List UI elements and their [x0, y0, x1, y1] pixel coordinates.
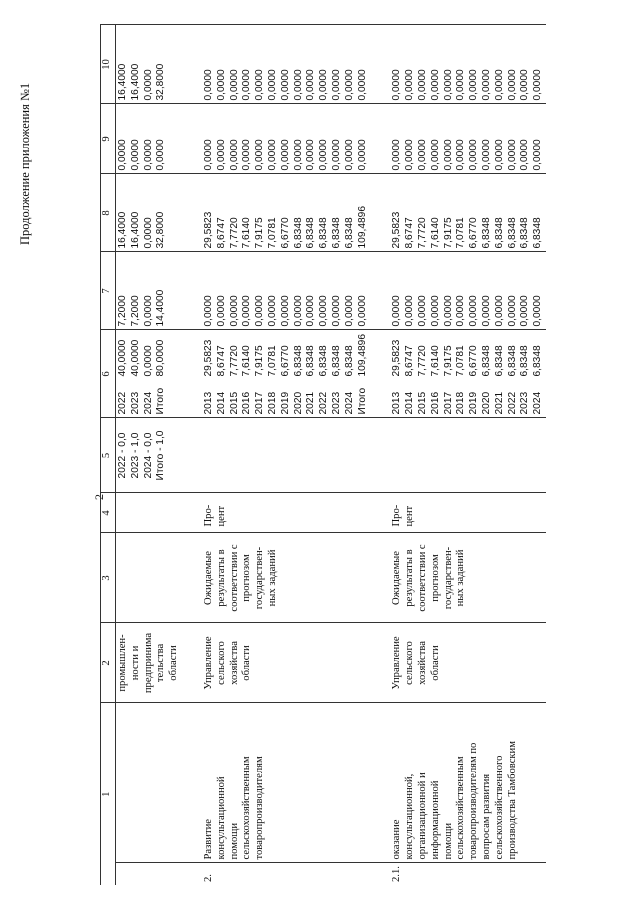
text-line: 0,0000: [442, 295, 454, 327]
value-list: [203, 334, 369, 377]
text-line: 6,8348: [480, 345, 492, 377]
text-line: 2017: [442, 391, 454, 415]
cell-extra: [390, 25, 546, 104]
text-line: 0,0000: [519, 69, 531, 101]
cell-unit: [390, 493, 546, 533]
text-line: 0,0000: [416, 139, 428, 171]
text-line: предпринима: [142, 632, 154, 694]
text-line: товаропроизводителям: [254, 756, 266, 860]
text-line: 0,0000: [318, 139, 330, 171]
text-line: 6,6770: [279, 217, 291, 249]
text-line: 0,0000: [442, 69, 454, 101]
text-line: Итого - 1,0: [155, 430, 167, 481]
text-line: Управление: [202, 636, 214, 690]
text-line: тельства: [155, 643, 167, 683]
text-line: 0,0000: [356, 69, 368, 101]
text-line: 6,8348: [506, 217, 518, 249]
text-line: 0,0000: [129, 139, 141, 171]
text-line: сельскохозяйственного: [493, 755, 505, 860]
text-line: соответствии с: [228, 544, 240, 612]
text-line: 2016: [429, 391, 441, 415]
text-line: 2021: [493, 391, 505, 415]
text-line: сельского: [404, 641, 416, 685]
cell-responsible: [202, 623, 370, 703]
text-line: 7,6140: [429, 217, 441, 249]
cell-local: [202, 104, 370, 174]
header-col-7: 7: [101, 252, 116, 330]
text-line: 16,4000: [129, 63, 141, 101]
text-line: 0,0000: [468, 69, 480, 101]
text-line: 0,0000: [254, 69, 266, 101]
text-line: 0,0000: [279, 295, 291, 327]
text-line: 0,0000: [292, 69, 304, 101]
text-line: 2023: [330, 391, 342, 415]
text-line: 7,9175: [442, 345, 454, 377]
text-line: Ожидаемые: [202, 551, 214, 605]
text-line: 0,0000: [493, 295, 505, 327]
text-line: 6,8348: [292, 345, 304, 377]
text-line: 0,0000: [202, 139, 214, 171]
text-line: 0,0000: [519, 295, 531, 327]
text-line: 7,9175: [442, 217, 454, 249]
text-line: 6,6770: [468, 217, 480, 249]
header-col-3: 3: [101, 533, 116, 623]
cell-regional: [116, 174, 182, 252]
text-line: 0,0000: [254, 295, 266, 327]
page-number: 2: [92, 494, 106, 500]
cell-financing-total: [116, 330, 182, 418]
text-line: 40,0000: [117, 339, 128, 377]
text-line: 6,8348: [480, 217, 492, 249]
text-line: области: [241, 645, 253, 681]
header-col-5: 5: [101, 418, 116, 493]
text-line: 0,0000: [318, 295, 330, 327]
text-line: 0,0000: [493, 69, 505, 101]
text-line: 6,8348: [519, 345, 531, 377]
header-row: [101, 25, 116, 885]
text-line: 2015: [416, 391, 428, 415]
text-line: 0,0000: [429, 69, 441, 101]
table-row-continuation: [116, 25, 182, 885]
text-line: прогнозом: [241, 554, 253, 602]
text-line: 2013: [391, 391, 403, 415]
header-col-2: 2: [101, 623, 116, 703]
text-line: 29,5823: [391, 339, 403, 377]
text-line: 80,0000: [155, 339, 167, 377]
text-line: 2023 - 1,0: [129, 432, 141, 479]
text-line: 7,0781: [266, 345, 278, 377]
text-line: 0,0000: [241, 69, 253, 101]
text-line: 0,0000: [519, 139, 531, 171]
text-line: 2019: [279, 391, 291, 415]
table-row-2-1: [390, 25, 546, 885]
header-col-6: 6: [101, 330, 116, 418]
text-line: хозяйства: [416, 641, 428, 685]
text-line: 6,8348: [305, 345, 317, 377]
text-line: помощи: [228, 822, 240, 860]
text-line: Развитие: [202, 819, 214, 860]
text-line: 6,8348: [318, 345, 330, 377]
text-line: консультационной,: [404, 773, 416, 860]
text-line: 2024: [532, 391, 544, 415]
text-line: 0,0000: [416, 69, 428, 101]
text-line: 6,8348: [330, 345, 342, 377]
text-line: 0,0000: [468, 139, 480, 171]
text-line: 0,0000: [404, 295, 416, 327]
text-line: 0,0000: [215, 295, 227, 327]
header-col-4: 4: [101, 493, 116, 533]
text-line: 0,0000: [142, 139, 154, 171]
text-line: 2014: [404, 391, 416, 415]
text-line: 109,4896: [356, 205, 368, 249]
text-line: цент: [215, 505, 227, 527]
text-line: ных заданий: [266, 549, 278, 607]
text-line: 0,0000: [480, 295, 492, 327]
continuation-title: Продолжение приложения №1: [18, 82, 32, 245]
text-line: 2013: [202, 391, 214, 415]
header-col-10: 10: [101, 25, 116, 104]
cell-regional: [390, 174, 546, 252]
text-line: 7,6140: [241, 345, 253, 377]
text-line: 6,8348: [506, 345, 518, 377]
text-line: 32,8000: [155, 211, 167, 249]
text-line: 2018: [455, 391, 467, 415]
text-line: 2020: [480, 391, 492, 415]
table-row-2: [202, 25, 370, 885]
text-line: 16,4000: [129, 211, 141, 249]
text-line: 0,0000: [442, 139, 454, 171]
text-line: цент: [404, 505, 416, 527]
text-line: товаропроизводителям по: [468, 742, 480, 860]
year-list: [117, 380, 168, 414]
text-line: оказание: [391, 819, 403, 860]
text-line: 109,4896: [356, 333, 368, 377]
text-line: 0,0000: [343, 139, 355, 171]
text-line: 29,5823: [202, 211, 214, 249]
text-line: Ожидаемые: [391, 551, 403, 605]
text-line: 2016: [241, 391, 253, 415]
text-line: 2024: [142, 391, 154, 415]
cell-measure: [390, 703, 546, 863]
cell-indicator-values: [116, 418, 182, 493]
text-line: 6,8348: [493, 217, 505, 249]
text-line: 6,8348: [493, 345, 505, 377]
text-line: 0,0000: [429, 295, 441, 327]
text-line: 2022: [117, 391, 128, 415]
text-line: 2015: [228, 391, 240, 415]
text-line: 6,8348: [519, 217, 531, 249]
text-line: 7,7720: [228, 345, 240, 377]
text-line: производства Тамбовским: [506, 741, 518, 860]
text-line: соответствии с: [416, 544, 428, 612]
row-number: 2.1.: [391, 866, 403, 882]
text-line: 8,6747: [215, 345, 227, 377]
text-line: 0,0000: [506, 295, 518, 327]
text-line: 0,0000: [356, 139, 368, 171]
year-list: [391, 380, 545, 414]
text-line: Итого: [155, 387, 167, 415]
text-line: 0,0000: [266, 139, 278, 171]
text-line: 7,7720: [416, 345, 428, 377]
text-line: 0,0000: [279, 69, 291, 101]
text-line: 6,8348: [330, 217, 342, 249]
text-line: 6,6770: [279, 345, 291, 377]
text-line: 0,0000: [404, 69, 416, 101]
text-line: 6,8348: [532, 345, 544, 377]
text-line: 0,0000: [506, 69, 518, 101]
text-line: организационной и: [416, 772, 428, 860]
cell-federal: [116, 252, 182, 330]
cell-unit: [202, 493, 370, 533]
cell-expected-result: [390, 533, 546, 623]
year-list: [203, 380, 369, 414]
text-line: 32,8000: [155, 63, 167, 101]
text-line: 2023: [129, 391, 141, 415]
text-line: 0,0000: [455, 139, 467, 171]
text-line: 0,0000: [391, 69, 403, 101]
text-line: 0,0000: [266, 295, 278, 327]
text-line: 0,0000: [292, 295, 304, 327]
text-line: сельскохозяйственным: [241, 756, 253, 860]
text-line: 0,0000: [142, 69, 154, 101]
text-line: 0,0000: [292, 139, 304, 171]
text-line: 0,0000: [254, 139, 266, 171]
text-line: ных заданий: [455, 549, 467, 607]
text-line: 2014: [215, 391, 227, 415]
header-col-1: 1: [101, 703, 116, 885]
text-line: сельскохозяйственным: [455, 756, 467, 860]
cell-federal: [202, 252, 370, 330]
text-line: 0,0000: [215, 69, 227, 101]
text-line: 7,0781: [266, 217, 278, 249]
cell-measure: [202, 703, 370, 863]
cell-regional: [202, 174, 370, 252]
cell-responsible: [116, 623, 182, 703]
text-line: 2021: [305, 391, 317, 415]
text-line: сельского: [215, 641, 227, 685]
cell-local: [116, 104, 182, 174]
text-line: консультационной: [215, 776, 227, 860]
text-line: 0,0000: [532, 295, 544, 327]
text-line: вопросам развития: [480, 773, 492, 860]
text-line: 0,0000: [429, 139, 441, 171]
header-col-8: 8: [101, 174, 116, 252]
text-line: 0,0000: [506, 139, 518, 171]
text-line: 6,8348: [532, 217, 544, 249]
text-line: 6,8348: [305, 217, 317, 249]
text-line: 0,0000: [356, 295, 368, 327]
text-line: 0,0000: [391, 295, 403, 327]
row-number: 2.: [202, 874, 214, 882]
text-line: 0,0000: [318, 69, 330, 101]
text-line: 0,0000: [391, 139, 403, 171]
text-line: хозяйства: [228, 641, 240, 685]
text-line: Итого: [356, 387, 368, 415]
text-line: 14,4000: [155, 289, 167, 327]
text-line: 0,0000: [142, 295, 154, 327]
text-line: 0,0000: [343, 69, 355, 101]
text-line: 16,4000: [117, 211, 128, 249]
text-line: 40,0000: [129, 339, 141, 377]
text-line: 0,0000: [532, 139, 544, 171]
text-line: области: [429, 645, 441, 681]
text-line: 8,6747: [404, 217, 416, 249]
text-line: 6,8348: [318, 217, 330, 249]
text-line: ности и: [129, 645, 141, 681]
cell-responsible: [390, 623, 546, 703]
text-line: 2022: [506, 391, 518, 415]
text-line: 0,0000: [202, 69, 214, 101]
text-line: 0,0000: [404, 139, 416, 171]
text-line: 0,0000: [480, 139, 492, 171]
text-line: 6,8348: [343, 345, 355, 377]
text-line: 0,0000: [305, 295, 317, 327]
text-line: области: [168, 645, 180, 681]
text-line: Про-: [202, 504, 214, 527]
text-line: 6,8348: [343, 217, 355, 249]
text-line: 0,0000: [117, 139, 128, 171]
text-line: 0,0000: [228, 69, 240, 101]
text-line: 0,0000: [330, 139, 342, 171]
text-line: 7,6140: [429, 345, 441, 377]
text-line: 0,0000: [305, 69, 317, 101]
header-col-9: 9: [101, 104, 116, 174]
text-line: 0,0000: [330, 69, 342, 101]
program-table: [100, 24, 546, 885]
text-line: результаты в: [404, 549, 416, 607]
text-line: 2017: [254, 391, 266, 415]
text-line: 0,0000: [266, 69, 278, 101]
cell-extra: [202, 25, 370, 104]
text-line: 0,0000: [493, 139, 505, 171]
text-line: 7,7720: [416, 217, 428, 249]
text-line: 7,0781: [455, 345, 467, 377]
text-line: 0,0000: [202, 295, 214, 327]
text-line: 7,7720: [228, 217, 240, 249]
text-line: 0,0000: [343, 295, 355, 327]
text-line: 0,0000: [455, 295, 467, 327]
text-line: 0,0000: [142, 345, 154, 377]
cell-expected-result: [202, 533, 370, 623]
text-line: 0,0000: [228, 295, 240, 327]
text-line: 0,0000: [468, 295, 480, 327]
text-line: 2020: [292, 391, 304, 415]
text-line: помощи: [442, 822, 454, 860]
text-line: 2022 - 0,0: [117, 432, 128, 479]
text-line: 2023: [519, 391, 531, 415]
text-line: Управление: [391, 636, 403, 690]
text-line: 0,0000: [155, 139, 167, 171]
text-line: 7,0781: [455, 217, 467, 249]
text-line: 7,9175: [254, 345, 266, 377]
text-line: 0,0000: [241, 295, 253, 327]
cell-financing-total: [202, 330, 370, 418]
text-line: 7,9175: [254, 217, 266, 249]
text-line: 29,5823: [391, 211, 403, 249]
value-list: [391, 340, 545, 377]
text-line: 0,0000: [241, 139, 253, 171]
text-line: 0,0000: [215, 139, 227, 171]
text-line: 6,6770: [468, 345, 480, 377]
text-line: 8,6747: [404, 345, 416, 377]
text-line: государствен-: [254, 546, 266, 610]
text-line: 0,0000: [228, 139, 240, 171]
text-line: 0,0000: [532, 69, 544, 101]
text-line: государствен-: [442, 546, 454, 610]
text-line: 16,4000: [117, 63, 128, 101]
text-line: 2024 - 0,0: [142, 432, 154, 479]
text-line: 8,6747: [215, 217, 227, 249]
text-line: 29,5823: [202, 339, 214, 377]
cell-financing-total: [390, 330, 546, 418]
text-line: результаты в: [215, 549, 227, 607]
text-line: 0,0000: [279, 139, 291, 171]
cell-extra: [116, 25, 182, 104]
text-line: 2022: [318, 391, 330, 415]
text-line: 7,2000: [129, 295, 141, 327]
cell-federal: [390, 252, 546, 330]
text-line: 0,0000: [455, 69, 467, 101]
text-line: 0,0000: [142, 217, 154, 249]
text-line: 7,2000: [117, 295, 128, 327]
text-line: 2019: [468, 391, 480, 415]
text-line: 2018: [266, 391, 278, 415]
text-line: 0,0000: [330, 295, 342, 327]
text-line: 6,8348: [292, 217, 304, 249]
text-line: 2024: [343, 391, 355, 415]
text-line: Про-: [391, 504, 403, 527]
text-line: прогнозом: [429, 554, 441, 602]
text-line: 0,0000: [416, 295, 428, 327]
value-list: [117, 340, 168, 377]
text-line: 7,6140: [241, 217, 253, 249]
text-line: информационной: [429, 780, 441, 860]
text-line: промышлен-: [117, 634, 128, 692]
text-line: 0,0000: [305, 139, 317, 171]
cell-local: [390, 104, 546, 174]
text-line: 0,0000: [480, 69, 492, 101]
